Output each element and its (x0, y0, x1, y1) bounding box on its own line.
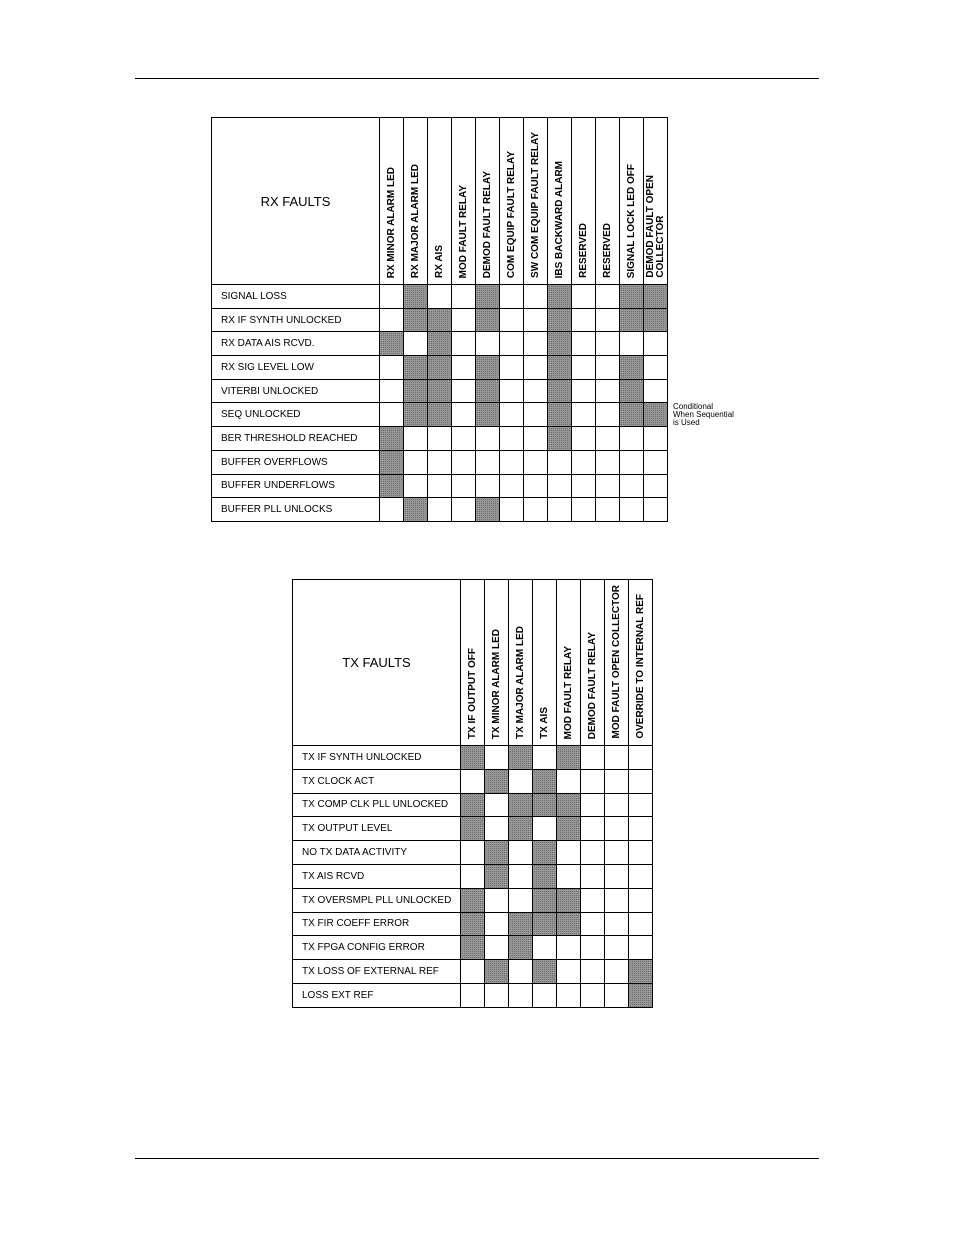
empty-cell (533, 936, 557, 960)
empty-cell (596, 356, 620, 380)
shaded-cell (557, 746, 581, 770)
tx-fault-label: TX OUTPUT LEVEL (293, 817, 461, 841)
shaded-cell (476, 498, 500, 522)
empty-cell (452, 474, 476, 498)
empty-cell (485, 746, 509, 770)
shaded-cell (620, 308, 644, 332)
empty-cell (572, 332, 596, 356)
empty-cell (428, 285, 452, 309)
shaded-cell (476, 403, 500, 427)
tx-table-title: TX FAULTS (293, 580, 461, 746)
empty-cell (605, 960, 629, 984)
empty-cell (380, 498, 404, 522)
table-row (212, 308, 668, 332)
empty-cell (485, 817, 509, 841)
shaded-cell (461, 936, 485, 960)
empty-cell (644, 474, 668, 498)
empty-cell (524, 379, 548, 403)
rx-column-header (548, 118, 572, 285)
table-row (293, 817, 653, 841)
empty-cell (428, 427, 452, 451)
empty-cell (581, 864, 605, 888)
rx-column-label: MOD FAULT RELAY (457, 184, 469, 278)
shaded-cell (428, 379, 452, 403)
empty-cell (509, 960, 533, 984)
empty-cell (428, 474, 452, 498)
empty-cell (524, 427, 548, 451)
empty-cell (596, 450, 620, 474)
tx-fault-label: TX LOSS OF EXTERNAL REF (293, 960, 461, 984)
rx-faults-table (211, 117, 668, 522)
shaded-cell (380, 450, 404, 474)
shaded-cell (629, 983, 653, 1007)
empty-cell (500, 379, 524, 403)
empty-cell (572, 356, 596, 380)
shaded-cell (548, 308, 572, 332)
tx-column-label: DEMOD FAULT RELAY (586, 631, 598, 739)
empty-cell (461, 983, 485, 1007)
shaded-cell (509, 936, 533, 960)
shaded-cell (548, 427, 572, 451)
empty-cell (524, 285, 548, 309)
tx-header-row (293, 580, 653, 746)
rx-column-header (524, 118, 548, 285)
empty-cell (557, 841, 581, 865)
table-row (293, 960, 653, 984)
empty-cell (581, 888, 605, 912)
table-row (212, 450, 668, 474)
shaded-cell (533, 960, 557, 984)
table-row (212, 356, 668, 380)
empty-cell (596, 379, 620, 403)
empty-cell (509, 888, 533, 912)
empty-cell (557, 769, 581, 793)
empty-cell (404, 450, 428, 474)
empty-cell (557, 936, 581, 960)
shaded-cell (557, 912, 581, 936)
empty-cell (596, 498, 620, 522)
rx-fault-label: BUFFER UNDERFLOWS (212, 474, 380, 498)
rx-column-header (644, 118, 668, 285)
empty-cell (581, 983, 605, 1007)
empty-cell (500, 356, 524, 380)
rx-fault-label: VITERBI UNLOCKED (212, 379, 380, 403)
empty-cell (476, 474, 500, 498)
empty-cell (524, 498, 548, 522)
empty-cell (605, 912, 629, 936)
tx-column-header (509, 580, 533, 746)
shaded-cell (509, 746, 533, 770)
empty-cell (452, 450, 476, 474)
empty-cell (596, 285, 620, 309)
empty-cell (380, 403, 404, 427)
table-row (293, 936, 653, 960)
table-row (212, 379, 668, 403)
empty-cell (452, 308, 476, 332)
tx-fault-label: TX OVERSMPL PLL UNLOCKED (293, 888, 461, 912)
rx-fault-label: RX SIG LEVEL LOW (212, 356, 380, 380)
empty-cell (524, 450, 548, 474)
empty-cell (452, 379, 476, 403)
shaded-cell (548, 285, 572, 309)
empty-cell (596, 427, 620, 451)
empty-cell (557, 864, 581, 888)
empty-cell (500, 450, 524, 474)
empty-cell (605, 746, 629, 770)
empty-cell (644, 332, 668, 356)
shaded-cell (644, 285, 668, 309)
empty-cell (485, 888, 509, 912)
empty-cell (572, 450, 596, 474)
tx-column-header (485, 580, 509, 746)
shaded-cell (404, 498, 428, 522)
empty-cell (581, 746, 605, 770)
shaded-cell (404, 356, 428, 380)
shaded-cell (476, 356, 500, 380)
empty-cell (461, 864, 485, 888)
shaded-cell (644, 403, 668, 427)
empty-cell (581, 912, 605, 936)
table-row (212, 285, 668, 309)
rx-column-header (404, 118, 428, 285)
table-row (293, 864, 653, 888)
tx-column-header (629, 580, 653, 746)
shaded-cell (404, 403, 428, 427)
shaded-cell (620, 285, 644, 309)
rx-column-label: RX MAJOR ALARM LED (409, 163, 421, 278)
empty-cell (428, 450, 452, 474)
empty-cell (605, 936, 629, 960)
empty-cell (461, 769, 485, 793)
shaded-cell (404, 379, 428, 403)
table-row (293, 746, 653, 770)
empty-cell (581, 769, 605, 793)
empty-cell (644, 427, 668, 451)
empty-cell (596, 332, 620, 356)
table-row (293, 793, 653, 817)
shaded-cell (548, 379, 572, 403)
empty-cell (605, 817, 629, 841)
empty-cell (596, 403, 620, 427)
tx-column-label: MOD FAULT RELAY (562, 645, 574, 739)
empty-cell (524, 474, 548, 498)
rx-header-row (212, 118, 668, 285)
empty-cell (524, 308, 548, 332)
table-row (293, 912, 653, 936)
empty-cell (581, 841, 605, 865)
shaded-cell (557, 817, 581, 841)
empty-cell (533, 983, 557, 1007)
empty-cell (476, 332, 500, 356)
empty-cell (500, 308, 524, 332)
rx-fault-label: BUFFER OVERFLOWS (212, 450, 380, 474)
shaded-cell (476, 379, 500, 403)
empty-cell (548, 498, 572, 522)
empty-cell (548, 474, 572, 498)
shaded-cell (485, 864, 509, 888)
shaded-cell (509, 817, 533, 841)
empty-cell (380, 379, 404, 403)
empty-cell (524, 332, 548, 356)
shaded-cell (380, 474, 404, 498)
shaded-cell (533, 912, 557, 936)
empty-cell (452, 332, 476, 356)
empty-cell (452, 498, 476, 522)
rx-fault-label: BUFFER PLL UNLOCKS (212, 498, 380, 522)
empty-cell (500, 403, 524, 427)
empty-cell (428, 498, 452, 522)
empty-cell (620, 450, 644, 474)
tx-column-header (461, 580, 485, 746)
empty-cell (620, 498, 644, 522)
shaded-cell (485, 841, 509, 865)
rx-column-label: SW COM EQUIP FAULT RELAY (529, 132, 541, 278)
empty-cell (509, 983, 533, 1007)
empty-cell (644, 450, 668, 474)
empty-cell (572, 498, 596, 522)
empty-cell (581, 960, 605, 984)
empty-cell (380, 356, 404, 380)
empty-cell (380, 308, 404, 332)
rx-table-title: RX FAULTS (212, 118, 380, 285)
empty-cell (629, 769, 653, 793)
table-row (293, 841, 653, 865)
shaded-cell (404, 285, 428, 309)
empty-cell (500, 498, 524, 522)
empty-cell (572, 474, 596, 498)
shaded-cell (548, 403, 572, 427)
rx-fault-label: RX DATA AIS RCVD. (212, 332, 380, 356)
empty-cell (548, 450, 572, 474)
tx-column-label: MOD FAULT OPEN COLLECTOR (610, 585, 622, 739)
empty-cell (605, 793, 629, 817)
tx-fault-label: TX CLOCK ACT (293, 769, 461, 793)
empty-cell (605, 769, 629, 793)
empty-cell (629, 888, 653, 912)
empty-cell (629, 817, 653, 841)
empty-cell (557, 960, 581, 984)
rx-column-label: RESERVED (577, 223, 589, 278)
shaded-cell (548, 332, 572, 356)
footer-rule (135, 1158, 819, 1159)
empty-cell (500, 427, 524, 451)
tx-column-header (605, 580, 629, 746)
shaded-cell (548, 356, 572, 380)
rx-column-header (452, 118, 476, 285)
empty-cell (509, 841, 533, 865)
empty-cell (485, 793, 509, 817)
shaded-cell (509, 793, 533, 817)
empty-cell (509, 864, 533, 888)
shaded-cell (380, 427, 404, 451)
shaded-cell (533, 888, 557, 912)
rx-column-label: DEMOD FAULT RELAY (481, 170, 493, 278)
shaded-cell (428, 356, 452, 380)
empty-cell (572, 403, 596, 427)
empty-cell (644, 356, 668, 380)
empty-cell (629, 864, 653, 888)
empty-cell (533, 746, 557, 770)
shaded-cell (380, 332, 404, 356)
rx-column-header (620, 118, 644, 285)
table-row (293, 983, 653, 1007)
table-row (212, 403, 668, 427)
shaded-cell (533, 769, 557, 793)
tx-column-label: OVERRIDE TO INTERNAL REF (634, 594, 646, 739)
tx-column-header (533, 580, 557, 746)
empty-cell (572, 285, 596, 309)
empty-cell (476, 427, 500, 451)
tx-fault-label: TX AIS RCVD (293, 864, 461, 888)
empty-cell (485, 912, 509, 936)
empty-cell (404, 427, 428, 451)
shaded-cell (428, 403, 452, 427)
rx-column-header (596, 118, 620, 285)
shaded-cell (533, 793, 557, 817)
empty-cell (605, 983, 629, 1007)
table-row (212, 498, 668, 522)
empty-cell (620, 427, 644, 451)
rx-column-label: RX MINOR ALARM LED (385, 166, 397, 278)
shaded-cell (620, 379, 644, 403)
shaded-cell (533, 864, 557, 888)
table-row (212, 427, 668, 451)
tx-column-label: TX AIS (538, 707, 550, 739)
empty-cell (452, 356, 476, 380)
rx-fault-label: RX IF SYNTH UNLOCKED (212, 308, 380, 332)
tx-fault-label: NO TX DATA ACTIVITY (293, 841, 461, 865)
shaded-cell (485, 960, 509, 984)
empty-cell (629, 841, 653, 865)
tx-column-label: TX IF OUTPUT OFF (466, 647, 478, 739)
empty-cell (500, 285, 524, 309)
shaded-cell (476, 285, 500, 309)
empty-cell (404, 474, 428, 498)
tx-fault-label: TX FIR COEFF ERROR (293, 912, 461, 936)
shaded-cell (461, 746, 485, 770)
rx-column-label: DEMOD FAULT OPEN COLLECTOR (644, 175, 666, 278)
shaded-cell (428, 332, 452, 356)
empty-cell (629, 936, 653, 960)
empty-cell (572, 308, 596, 332)
empty-cell (461, 960, 485, 984)
empty-cell (644, 498, 668, 522)
empty-cell (605, 888, 629, 912)
rx-column-label: IBS BACKWARD ALARM (553, 160, 565, 278)
empty-cell (629, 746, 653, 770)
empty-cell (581, 817, 605, 841)
conditional-note: Conditional When Sequential is Used (673, 402, 734, 427)
empty-cell (581, 793, 605, 817)
table-row (212, 474, 668, 498)
empty-cell (596, 474, 620, 498)
rx-column-label: RESERVED (601, 223, 613, 278)
empty-cell (485, 936, 509, 960)
tx-column-header (581, 580, 605, 746)
empty-cell (452, 285, 476, 309)
tx-fault-label: TX COMP CLK PLL UNLOCKED (293, 793, 461, 817)
shaded-cell (485, 769, 509, 793)
shaded-cell (620, 403, 644, 427)
tx-fault-label: TX FPGA CONFIG ERROR (293, 936, 461, 960)
empty-cell (500, 332, 524, 356)
empty-cell (581, 936, 605, 960)
table-row (212, 332, 668, 356)
rx-column-header (476, 118, 500, 285)
empty-cell (461, 841, 485, 865)
tx-faults-table (292, 579, 653, 1008)
tx-fault-label: LOSS EXT REF (293, 983, 461, 1007)
empty-cell (620, 474, 644, 498)
shaded-cell (644, 308, 668, 332)
rx-column-header (380, 118, 404, 285)
empty-cell (500, 474, 524, 498)
shaded-cell (557, 888, 581, 912)
rx-column-header (500, 118, 524, 285)
empty-cell (524, 356, 548, 380)
table-row (293, 769, 653, 793)
tx-column-label: TX MINOR ALARM LED (490, 628, 502, 739)
tx-column-label: TX MAJOR ALARM LED (514, 626, 526, 739)
shaded-cell (476, 308, 500, 332)
empty-cell (380, 285, 404, 309)
shaded-cell (461, 793, 485, 817)
empty-cell (572, 427, 596, 451)
shaded-cell (509, 912, 533, 936)
empty-cell (476, 450, 500, 474)
empty-cell (620, 332, 644, 356)
empty-cell (572, 379, 596, 403)
empty-cell (524, 403, 548, 427)
empty-cell (629, 793, 653, 817)
empty-cell (509, 769, 533, 793)
tx-column-header (557, 580, 581, 746)
shaded-cell (620, 356, 644, 380)
rx-column-label: COM EQUIP FAULT RELAY (505, 150, 517, 278)
tx-fault-label: TX IF SYNTH UNLOCKED (293, 746, 461, 770)
empty-cell (605, 864, 629, 888)
shaded-cell (533, 841, 557, 865)
empty-cell (629, 912, 653, 936)
empty-cell (452, 427, 476, 451)
shaded-cell (629, 960, 653, 984)
empty-cell (596, 308, 620, 332)
shaded-cell (461, 817, 485, 841)
rx-column-header (572, 118, 596, 285)
header-rule (135, 78, 819, 79)
empty-cell (605, 841, 629, 865)
shaded-cell (428, 308, 452, 332)
rx-fault-label: SEQ UNLOCKED (212, 403, 380, 427)
shaded-cell (557, 793, 581, 817)
rx-column-label: RX AIS (433, 245, 445, 278)
rx-column-header (428, 118, 452, 285)
shaded-cell (461, 912, 485, 936)
rx-fault-label: BER THRESHOLD REACHED (212, 427, 380, 451)
shaded-cell (404, 308, 428, 332)
empty-cell (557, 983, 581, 1007)
empty-cell (404, 332, 428, 356)
rx-column-label: SIGNAL LOCK LED OFF (625, 163, 637, 278)
empty-cell (485, 983, 509, 1007)
empty-cell (644, 379, 668, 403)
rx-fault-label: SIGNAL LOSS (212, 285, 380, 309)
table-row (293, 888, 653, 912)
shaded-cell (461, 888, 485, 912)
empty-cell (452, 403, 476, 427)
empty-cell (533, 817, 557, 841)
